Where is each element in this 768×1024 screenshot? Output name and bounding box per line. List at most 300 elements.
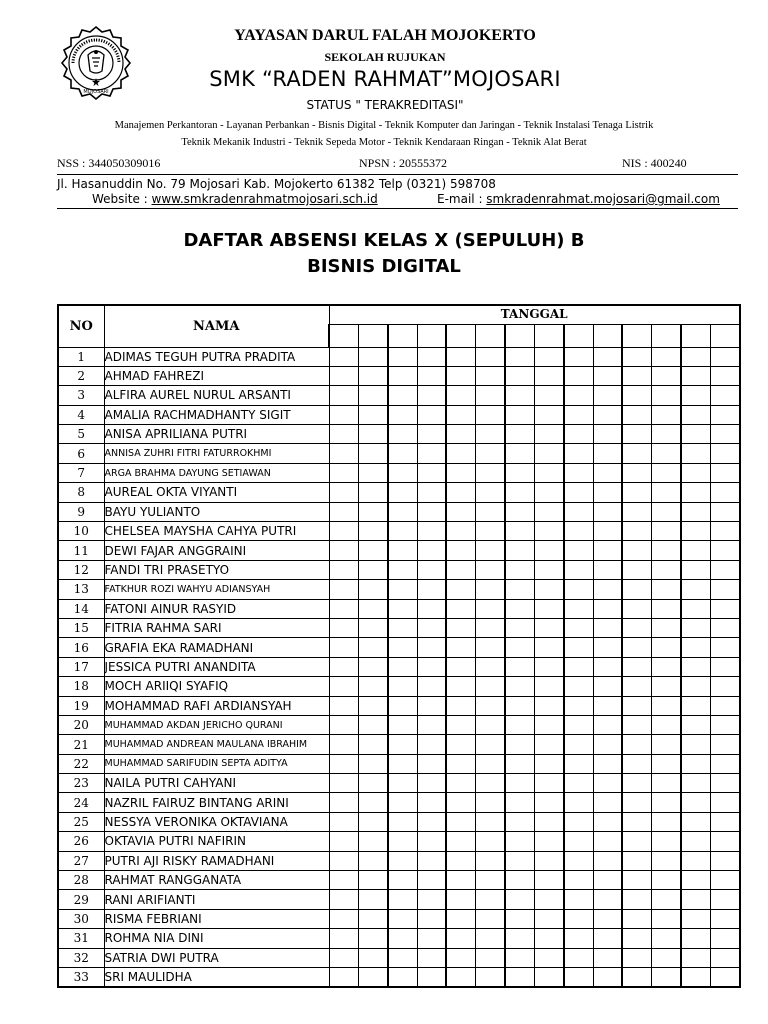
attendance-cell[interactable] xyxy=(505,444,534,463)
attendance-cell[interactable] xyxy=(388,405,417,424)
attendance-cell[interactable] xyxy=(388,638,417,657)
attendance-cell[interactable] xyxy=(681,580,710,599)
attendance-cell[interactable] xyxy=(329,405,358,424)
attendance-cell[interactable] xyxy=(622,463,651,482)
attendance-cell[interactable] xyxy=(417,968,446,987)
attendance-cell[interactable] xyxy=(446,909,475,928)
attendance-cell[interactable] xyxy=(652,522,681,541)
attendance-cell[interactable] xyxy=(417,890,446,909)
attendance-cell[interactable] xyxy=(652,483,681,502)
attendance-cell[interactable] xyxy=(476,657,505,676)
attendance-cell[interactable] xyxy=(329,347,358,366)
attendance-cell[interactable] xyxy=(564,735,593,754)
attendance-cell[interactable] xyxy=(446,774,475,793)
attendance-cell[interactable] xyxy=(593,812,622,831)
attendance-cell[interactable] xyxy=(564,483,593,502)
attendance-cell[interactable] xyxy=(329,560,358,579)
attendance-cell[interactable] xyxy=(417,366,446,385)
attendance-cell[interactable] xyxy=(593,754,622,773)
attendance-cell[interactable] xyxy=(505,638,534,657)
attendance-cell[interactable] xyxy=(417,735,446,754)
attendance-cell[interactable] xyxy=(681,541,710,560)
attendance-cell[interactable] xyxy=(710,541,739,560)
attendance-cell[interactable] xyxy=(446,677,475,696)
attendance-cell[interactable] xyxy=(505,696,534,715)
attendance-cell[interactable] xyxy=(622,832,651,851)
attendance-cell[interactable] xyxy=(534,618,563,637)
attendance-cell[interactable] xyxy=(622,386,651,405)
attendance-cell[interactable] xyxy=(505,405,534,424)
attendance-cell[interactable] xyxy=(476,638,505,657)
attendance-cell[interactable] xyxy=(388,754,417,773)
attendance-cell[interactable] xyxy=(417,909,446,928)
attendance-cell[interactable] xyxy=(329,502,358,521)
attendance-cell[interactable] xyxy=(564,793,593,812)
attendance-cell[interactable] xyxy=(388,580,417,599)
attendance-cell[interactable] xyxy=(564,832,593,851)
attendance-cell[interactable] xyxy=(652,657,681,676)
attendance-cell[interactable] xyxy=(593,463,622,482)
attendance-cell[interactable] xyxy=(652,347,681,366)
attendance-cell[interactable] xyxy=(388,677,417,696)
attendance-cell[interactable] xyxy=(622,444,651,463)
attendance-cell[interactable] xyxy=(476,715,505,734)
attendance-cell[interactable] xyxy=(534,405,563,424)
attendance-cell[interactable] xyxy=(329,425,358,444)
attendance-cell[interactable] xyxy=(358,715,387,734)
attendance-cell[interactable] xyxy=(622,754,651,773)
attendance-cell[interactable] xyxy=(417,483,446,502)
attendance-cell[interactable] xyxy=(534,347,563,366)
attendance-cell[interactable] xyxy=(652,366,681,385)
attendance-cell[interactable] xyxy=(622,425,651,444)
attendance-cell[interactable] xyxy=(622,909,651,928)
attendance-cell[interactable] xyxy=(710,463,739,482)
attendance-cell[interactable] xyxy=(652,677,681,696)
attendance-cell[interactable] xyxy=(534,774,563,793)
attendance-cell[interactable] xyxy=(622,347,651,366)
attendance-cell[interactable] xyxy=(681,366,710,385)
attendance-cell[interactable] xyxy=(710,386,739,405)
attendance-cell[interactable] xyxy=(564,657,593,676)
attendance-cell[interactable] xyxy=(652,599,681,618)
attendance-cell[interactable] xyxy=(681,386,710,405)
attendance-cell[interactable] xyxy=(388,832,417,851)
attendance-cell[interactable] xyxy=(358,677,387,696)
attendance-cell[interactable] xyxy=(652,580,681,599)
attendance-cell[interactable] xyxy=(446,657,475,676)
attendance-cell[interactable] xyxy=(476,580,505,599)
attendance-cell[interactable] xyxy=(681,638,710,657)
attendance-cell[interactable] xyxy=(534,968,563,987)
attendance-cell[interactable] xyxy=(505,347,534,366)
attendance-cell[interactable] xyxy=(329,522,358,541)
attendance-cell[interactable] xyxy=(534,638,563,657)
attendance-cell[interactable] xyxy=(534,754,563,773)
attendance-cell[interactable] xyxy=(417,405,446,424)
attendance-cell[interactable] xyxy=(358,386,387,405)
attendance-cell[interactable] xyxy=(388,735,417,754)
attendance-cell[interactable] xyxy=(652,541,681,560)
attendance-cell[interactable] xyxy=(593,405,622,424)
attendance-cell[interactable] xyxy=(681,890,710,909)
attendance-cell[interactable] xyxy=(358,948,387,967)
attendance-cell[interactable] xyxy=(329,483,358,502)
attendance-cell[interactable] xyxy=(358,832,387,851)
attendance-cell[interactable] xyxy=(388,502,417,521)
attendance-cell[interactable] xyxy=(593,425,622,444)
attendance-cell[interactable] xyxy=(652,948,681,967)
attendance-cell[interactable] xyxy=(505,735,534,754)
attendance-cell[interactable] xyxy=(505,968,534,987)
attendance-cell[interactable] xyxy=(593,541,622,560)
attendance-cell[interactable] xyxy=(652,832,681,851)
attendance-cell[interactable] xyxy=(681,405,710,424)
attendance-cell[interactable] xyxy=(710,444,739,463)
attendance-cell[interactable] xyxy=(446,444,475,463)
attendance-cell[interactable] xyxy=(446,871,475,890)
attendance-cell[interactable] xyxy=(564,871,593,890)
attendance-cell[interactable] xyxy=(593,715,622,734)
attendance-cell[interactable] xyxy=(329,715,358,734)
attendance-cell[interactable] xyxy=(358,560,387,579)
attendance-cell[interactable] xyxy=(329,871,358,890)
attendance-cell[interactable] xyxy=(505,618,534,637)
attendance-cell[interactable] xyxy=(505,366,534,385)
attendance-cell[interactable] xyxy=(446,812,475,831)
attendance-cell[interactable] xyxy=(622,793,651,812)
attendance-cell[interactable] xyxy=(681,754,710,773)
attendance-cell[interactable] xyxy=(681,522,710,541)
attendance-cell[interactable] xyxy=(417,774,446,793)
attendance-cell[interactable] xyxy=(505,677,534,696)
attendance-cell[interactable] xyxy=(329,580,358,599)
attendance-cell[interactable] xyxy=(476,522,505,541)
attendance-cell[interactable] xyxy=(417,812,446,831)
attendance-cell[interactable] xyxy=(681,463,710,482)
attendance-cell[interactable] xyxy=(329,851,358,870)
attendance-cell[interactable] xyxy=(476,812,505,831)
attendance-cell[interactable] xyxy=(476,968,505,987)
attendance-cell[interactable] xyxy=(505,774,534,793)
attendance-cell[interactable] xyxy=(652,871,681,890)
attendance-cell[interactable] xyxy=(593,599,622,618)
attendance-cell[interactable] xyxy=(564,696,593,715)
attendance-cell[interactable] xyxy=(534,386,563,405)
attendance-cell[interactable] xyxy=(446,638,475,657)
attendance-cell[interactable] xyxy=(417,541,446,560)
attendance-cell[interactable] xyxy=(681,851,710,870)
attendance-cell[interactable] xyxy=(593,483,622,502)
attendance-cell[interactable] xyxy=(388,696,417,715)
attendance-cell[interactable] xyxy=(593,638,622,657)
attendance-cell[interactable] xyxy=(652,560,681,579)
attendance-cell[interactable] xyxy=(446,522,475,541)
attendance-cell[interactable] xyxy=(358,541,387,560)
attendance-cell[interactable] xyxy=(329,599,358,618)
attendance-cell[interactable] xyxy=(681,832,710,851)
attendance-cell[interactable] xyxy=(652,463,681,482)
attendance-cell[interactable] xyxy=(622,502,651,521)
attendance-cell[interactable] xyxy=(476,948,505,967)
attendance-cell[interactable] xyxy=(652,735,681,754)
attendance-cell[interactable] xyxy=(593,832,622,851)
attendance-cell[interactable] xyxy=(417,657,446,676)
attendance-cell[interactable] xyxy=(622,522,651,541)
attendance-cell[interactable] xyxy=(622,618,651,637)
attendance-cell[interactable] xyxy=(417,948,446,967)
attendance-cell[interactable] xyxy=(534,696,563,715)
attendance-cell[interactable] xyxy=(476,425,505,444)
attendance-cell[interactable] xyxy=(593,657,622,676)
attendance-cell[interactable] xyxy=(652,929,681,948)
attendance-cell[interactable] xyxy=(652,386,681,405)
attendance-cell[interactable] xyxy=(534,444,563,463)
attendance-cell[interactable] xyxy=(652,696,681,715)
attendance-cell[interactable] xyxy=(476,502,505,521)
attendance-cell[interactable] xyxy=(388,347,417,366)
attendance-cell[interactable] xyxy=(446,851,475,870)
attendance-cell[interactable] xyxy=(388,425,417,444)
attendance-cell[interactable] xyxy=(710,677,739,696)
attendance-cell[interactable] xyxy=(388,948,417,967)
attendance-cell[interactable] xyxy=(476,541,505,560)
attendance-cell[interactable] xyxy=(476,909,505,928)
attendance-cell[interactable] xyxy=(593,560,622,579)
attendance-cell[interactable] xyxy=(534,657,563,676)
attendance-cell[interactable] xyxy=(593,735,622,754)
attendance-cell[interactable] xyxy=(505,386,534,405)
attendance-cell[interactable] xyxy=(505,909,534,928)
attendance-cell[interactable] xyxy=(534,425,563,444)
attendance-cell[interactable] xyxy=(681,599,710,618)
attendance-cell[interactable] xyxy=(417,463,446,482)
attendance-cell[interactable] xyxy=(476,774,505,793)
attendance-cell[interactable] xyxy=(622,483,651,502)
attendance-cell[interactable] xyxy=(534,929,563,948)
attendance-cell[interactable] xyxy=(505,832,534,851)
attendance-cell[interactable] xyxy=(388,968,417,987)
attendance-cell[interactable] xyxy=(476,366,505,385)
attendance-cell[interactable] xyxy=(622,890,651,909)
attendance-cell[interactable] xyxy=(681,871,710,890)
attendance-cell[interactable] xyxy=(358,774,387,793)
attendance-cell[interactable] xyxy=(681,560,710,579)
attendance-cell[interactable] xyxy=(358,366,387,385)
attendance-cell[interactable] xyxy=(681,483,710,502)
attendance-cell[interactable] xyxy=(564,502,593,521)
attendance-cell[interactable] xyxy=(622,657,651,676)
attendance-cell[interactable] xyxy=(358,638,387,657)
attendance-cell[interactable] xyxy=(417,754,446,773)
attendance-cell[interactable] xyxy=(329,444,358,463)
attendance-cell[interactable] xyxy=(652,812,681,831)
attendance-cell[interactable] xyxy=(622,541,651,560)
attendance-cell[interactable] xyxy=(446,948,475,967)
attendance-cell[interactable] xyxy=(417,386,446,405)
attendance-cell[interactable] xyxy=(681,968,710,987)
attendance-cell[interactable] xyxy=(417,871,446,890)
attendance-cell[interactable] xyxy=(622,735,651,754)
attendance-cell[interactable] xyxy=(358,580,387,599)
attendance-cell[interactable] xyxy=(681,735,710,754)
attendance-cell[interactable] xyxy=(388,463,417,482)
attendance-cell[interactable] xyxy=(417,715,446,734)
attendance-cell[interactable] xyxy=(681,929,710,948)
attendance-cell[interactable] xyxy=(710,580,739,599)
attendance-cell[interactable] xyxy=(476,851,505,870)
attendance-cell[interactable] xyxy=(417,580,446,599)
attendance-cell[interactable] xyxy=(417,560,446,579)
attendance-cell[interactable] xyxy=(622,638,651,657)
attendance-cell[interactable] xyxy=(476,386,505,405)
attendance-cell[interactable] xyxy=(710,948,739,967)
email-link[interactable]: smkradenrahmat.mojosari@gmail.com xyxy=(486,192,720,206)
attendance-cell[interactable] xyxy=(681,793,710,812)
attendance-cell[interactable] xyxy=(593,890,622,909)
attendance-cell[interactable] xyxy=(564,522,593,541)
attendance-cell[interactable] xyxy=(622,405,651,424)
attendance-cell[interactable] xyxy=(710,347,739,366)
attendance-cell[interactable] xyxy=(593,929,622,948)
attendance-cell[interactable] xyxy=(446,366,475,385)
attendance-cell[interactable] xyxy=(358,735,387,754)
attendance-cell[interactable] xyxy=(446,618,475,637)
attendance-cell[interactable] xyxy=(476,929,505,948)
attendance-cell[interactable] xyxy=(534,715,563,734)
attendance-cell[interactable] xyxy=(652,890,681,909)
attendance-cell[interactable] xyxy=(388,599,417,618)
attendance-cell[interactable] xyxy=(710,599,739,618)
attendance-cell[interactable] xyxy=(329,909,358,928)
attendance-cell[interactable] xyxy=(417,793,446,812)
attendance-cell[interactable] xyxy=(593,522,622,541)
attendance-cell[interactable] xyxy=(652,909,681,928)
attendance-cell[interactable] xyxy=(622,851,651,870)
attendance-cell[interactable] xyxy=(329,735,358,754)
attendance-cell[interactable] xyxy=(534,502,563,521)
attendance-cell[interactable] xyxy=(476,793,505,812)
attendance-cell[interactable] xyxy=(564,812,593,831)
attendance-cell[interactable] xyxy=(476,696,505,715)
attendance-cell[interactable] xyxy=(564,386,593,405)
attendance-cell[interactable] xyxy=(710,657,739,676)
attendance-cell[interactable] xyxy=(417,638,446,657)
attendance-cell[interactable] xyxy=(534,812,563,831)
attendance-cell[interactable] xyxy=(329,929,358,948)
attendance-cell[interactable] xyxy=(534,677,563,696)
attendance-cell[interactable] xyxy=(388,929,417,948)
attendance-cell[interactable] xyxy=(417,677,446,696)
attendance-cell[interactable] xyxy=(505,580,534,599)
attendance-cell[interactable] xyxy=(710,618,739,637)
attendance-cell[interactable] xyxy=(329,386,358,405)
attendance-cell[interactable] xyxy=(329,696,358,715)
attendance-cell[interactable] xyxy=(534,560,563,579)
attendance-cell[interactable] xyxy=(358,483,387,502)
attendance-cell[interactable] xyxy=(388,890,417,909)
attendance-cell[interactable] xyxy=(446,735,475,754)
attendance-cell[interactable] xyxy=(681,657,710,676)
attendance-cell[interactable] xyxy=(476,483,505,502)
attendance-cell[interactable] xyxy=(388,541,417,560)
attendance-cell[interactable] xyxy=(681,948,710,967)
attendance-cell[interactable] xyxy=(476,871,505,890)
website-link[interactable]: www.smkradenrahmatmojosari.sch.id xyxy=(151,192,378,206)
attendance-cell[interactable] xyxy=(329,657,358,676)
attendance-cell[interactable] xyxy=(417,444,446,463)
attendance-cell[interactable] xyxy=(564,968,593,987)
attendance-cell[interactable] xyxy=(710,774,739,793)
attendance-cell[interactable] xyxy=(476,444,505,463)
attendance-cell[interactable] xyxy=(417,851,446,870)
attendance-cell[interactable] xyxy=(652,754,681,773)
attendance-cell[interactable] xyxy=(358,812,387,831)
attendance-cell[interactable] xyxy=(622,948,651,967)
attendance-cell[interactable] xyxy=(564,405,593,424)
attendance-cell[interactable] xyxy=(329,774,358,793)
attendance-cell[interactable] xyxy=(564,444,593,463)
attendance-cell[interactable] xyxy=(564,366,593,385)
attendance-cell[interactable] xyxy=(505,793,534,812)
attendance-cell[interactable] xyxy=(564,909,593,928)
attendance-cell[interactable] xyxy=(446,463,475,482)
attendance-cell[interactable] xyxy=(710,871,739,890)
attendance-cell[interactable] xyxy=(710,502,739,521)
attendance-cell[interactable] xyxy=(534,580,563,599)
attendance-cell[interactable] xyxy=(358,793,387,812)
attendance-cell[interactable] xyxy=(446,580,475,599)
attendance-cell[interactable] xyxy=(622,560,651,579)
attendance-cell[interactable] xyxy=(505,715,534,734)
attendance-cell[interactable] xyxy=(622,599,651,618)
attendance-cell[interactable] xyxy=(358,929,387,948)
attendance-cell[interactable] xyxy=(505,890,534,909)
attendance-cell[interactable] xyxy=(358,657,387,676)
attendance-cell[interactable] xyxy=(476,599,505,618)
attendance-cell[interactable] xyxy=(534,948,563,967)
attendance-cell[interactable] xyxy=(358,347,387,366)
attendance-cell[interactable] xyxy=(534,890,563,909)
attendance-cell[interactable] xyxy=(446,715,475,734)
attendance-cell[interactable] xyxy=(417,522,446,541)
attendance-cell[interactable] xyxy=(710,851,739,870)
attendance-cell[interactable] xyxy=(564,851,593,870)
attendance-cell[interactable] xyxy=(681,425,710,444)
attendance-cell[interactable] xyxy=(652,715,681,734)
attendance-cell[interactable] xyxy=(564,580,593,599)
attendance-cell[interactable] xyxy=(446,696,475,715)
attendance-cell[interactable] xyxy=(681,677,710,696)
attendance-cell[interactable] xyxy=(564,774,593,793)
attendance-cell[interactable] xyxy=(710,715,739,734)
attendance-cell[interactable] xyxy=(505,812,534,831)
attendance-cell[interactable] xyxy=(505,599,534,618)
attendance-cell[interactable] xyxy=(329,832,358,851)
attendance-cell[interactable] xyxy=(652,968,681,987)
attendance-cell[interactable] xyxy=(476,463,505,482)
attendance-cell[interactable] xyxy=(593,851,622,870)
attendance-cell[interactable] xyxy=(476,677,505,696)
attendance-cell[interactable] xyxy=(417,618,446,637)
attendance-cell[interactable] xyxy=(534,599,563,618)
attendance-cell[interactable] xyxy=(534,793,563,812)
attendance-cell[interactable] xyxy=(446,386,475,405)
attendance-cell[interactable] xyxy=(358,909,387,928)
attendance-cell[interactable] xyxy=(446,793,475,812)
attendance-cell[interactable] xyxy=(710,638,739,657)
attendance-cell[interactable] xyxy=(358,425,387,444)
